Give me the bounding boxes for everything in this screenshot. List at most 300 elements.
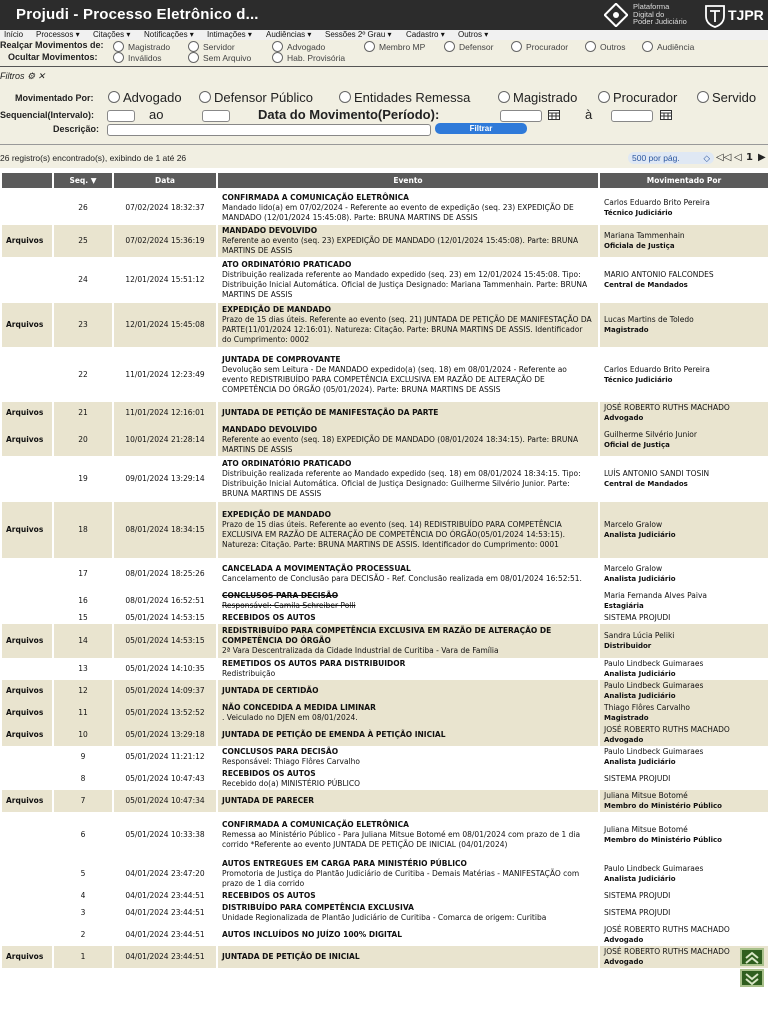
- date-cell: 07/02/2024 18:32:37: [113, 189, 217, 225]
- moved-by-cell: [599, 858, 768, 890]
- moved-by-name: JOSÉ ROBERTO RUTHS MACHADO: [604, 925, 730, 934]
- event-title: JUNTADA DE COMPROVANTE: [222, 354, 341, 364]
- moved-by-cell: [599, 456, 768, 502]
- seq-cell: 13: [53, 658, 113, 680]
- checkbox-icon: [339, 91, 351, 103]
- option-label: Advogado: [287, 42, 326, 52]
- moved-by-name: Marcelo Gralow: [604, 564, 663, 573]
- moved-by-name: Guilherme Silvério Junior: [604, 430, 697, 439]
- arquivos-link[interactable]: [1, 612, 53, 624]
- realcar-servidor[interactable]: [188, 41, 235, 52]
- moved-by-name: Mariana Tammenhain: [604, 231, 685, 240]
- event-title: CANCELADA A MOVIMENTAÇÃO PROCESSUAL: [222, 564, 411, 573]
- event-title: JUNTADA DE PARECER: [222, 796, 315, 805]
- table-row: [1, 402, 768, 424]
- event-cell: [217, 456, 599, 502]
- per-page-select[interactable]: [628, 152, 714, 164]
- arquivos-link[interactable]: Arquivos: [1, 402, 53, 424]
- moved-by-cell: [599, 702, 768, 724]
- date-cell: 05/01/2024 11:21:12: [113, 746, 217, 768]
- moved-by-cell: [599, 746, 768, 768]
- arquivos-link[interactable]: [1, 812, 53, 858]
- event-title: AUTOS ENTREGUES EM CARGA PARA MINISTÉRIO PÚBLICO: [222, 859, 467, 868]
- moved-by-role: Central de Mandados: [604, 281, 688, 289]
- arquivos-link[interactable]: [1, 347, 53, 402]
- event-title: DISTRIBUÍDO PARA COMPETÊNCIA EXCLUSIVA: [222, 903, 414, 912]
- date-cell: 10/01/2024 21:28:14: [113, 424, 217, 456]
- menu-sessoes[interactable]: Sessões 2º Grau ▾: [325, 30, 392, 39]
- ao-label: ao: [149, 107, 164, 122]
- menu-intimacoes-label: Intimações: [207, 30, 246, 39]
- date-cell: 04/01/2024 23:44:51: [113, 946, 217, 968]
- menu-inicio[interactable]: Início: [4, 30, 24, 39]
- checkbox-icon: [108, 91, 120, 103]
- table-row: [1, 812, 768, 858]
- event-description: Promotoria de Justiça do Plantão Judiciário de Curitiba - Demais Matérias - MANIFESTAÇÃO com prazo de 1 dia corrido: [222, 869, 580, 888]
- divider: [0, 66, 768, 67]
- menu-cadastro[interactable]: Cadastro ▾: [406, 30, 445, 39]
- current-page[interactable]: 1: [746, 152, 753, 163]
- moved-by-cell: [599, 402, 768, 424]
- event-cell: [217, 502, 599, 558]
- checkbox-icon: [364, 41, 375, 52]
- moved-by-role: Oficiala de Justiça: [604, 242, 675, 250]
- date-cell: 08/01/2024 18:25:26: [113, 558, 217, 590]
- event-cell: [217, 946, 599, 968]
- moved-by-cell: [599, 890, 768, 902]
- ocultar-invalidos[interactable]: [113, 52, 162, 63]
- checkbox-icon: [598, 91, 610, 103]
- seq-cell: 26: [53, 189, 113, 225]
- date-cell: 05/01/2024 13:52:52: [113, 702, 217, 724]
- menu-processos[interactable]: Processos ▾: [36, 30, 80, 39]
- moved-by-role: Advogado: [604, 958, 644, 966]
- table-row: [1, 858, 768, 890]
- realcar-outros[interactable]: [585, 41, 626, 52]
- date-cell: 05/01/2024 14:09:37: [113, 680, 217, 702]
- table-row: [1, 189, 768, 225]
- table-row: [1, 746, 768, 768]
- descricao-input[interactable]: [107, 124, 431, 136]
- moved-by-role: Analista Judiciário: [604, 670, 676, 678]
- realcar-label: Realçar Movimentos de:: [0, 40, 104, 50]
- checkbox-icon: [585, 41, 596, 52]
- date-cell: 04/01/2024 23:44:51: [113, 890, 217, 902]
- date-cell: 05/01/2024 10:47:43: [113, 768, 217, 790]
- date-cell: 08/01/2024 18:34:15: [113, 502, 217, 558]
- moved-by-cell: [599, 658, 768, 680]
- first-page-icon[interactable]: ◁◁: [716, 152, 732, 163]
- moved-by-role: Analista Judiciário: [604, 758, 676, 766]
- menu-notificacoes-label: Notificações: [144, 30, 188, 39]
- checkbox-icon: [498, 91, 510, 103]
- moved-by-name: Thiago Flôres Carvalho: [604, 703, 690, 712]
- arquivos-link[interactable]: [1, 902, 53, 924]
- event-description: Recebido do(a) MINISTÉRIO PÚBLICO: [222, 779, 360, 788]
- arquivos-link[interactable]: Arquivos: [1, 624, 53, 658]
- menu-audiencias-label: Audiências: [266, 30, 306, 39]
- moved-by-role: Membro do Ministério Público: [604, 836, 722, 844]
- arquivos-link[interactable]: Arquivos: [1, 424, 53, 456]
- mov-procurador[interactable]: [598, 90, 677, 105]
- moved-by-role: Magistrado: [604, 326, 649, 334]
- menu-processos-label: Processos: [36, 30, 74, 39]
- seq-cell: 25: [53, 225, 113, 257]
- moved-by-name: Carlos Eduardo Brito Pereira: [604, 197, 710, 207]
- table-row: [1, 624, 768, 658]
- moved-by-role: Analista Judiciário: [604, 692, 676, 700]
- moved-by-name: MARIO ANTONIO FALCONDES: [604, 270, 714, 279]
- event-cell: [217, 612, 599, 624]
- divider: [0, 144, 768, 145]
- ocultar-hab-provisoria[interactable]: [272, 52, 345, 63]
- data-periodo-label: Data do Movimento(Período):: [258, 107, 440, 122]
- option-label: Advogado: [123, 90, 182, 105]
- app-title: Projudi - Processo Eletrônico d...: [16, 6, 259, 23]
- table-row: [1, 790, 768, 812]
- menu-citacoes-label: Citações: [93, 30, 125, 39]
- date-cell: 04/01/2024 23:47:20: [113, 858, 217, 890]
- moved-by-name: Paulo Lindbeck Guimaraes: [604, 681, 704, 690]
- seq-cell: 6: [53, 812, 113, 858]
- col-data[interactable]: Data: [113, 172, 217, 189]
- menu-notificacoes[interactable]: Notificações ▾: [144, 30, 194, 39]
- table-row: [1, 424, 768, 456]
- moved-by-cell: [599, 902, 768, 924]
- seq-cell: 7: [53, 790, 113, 812]
- checkbox-icon: [188, 41, 199, 52]
- filtros-toggle[interactable]: [0, 71, 45, 82]
- col-movimentado-por[interactable]: Movimentado Por: [599, 172, 768, 189]
- event-title: CONFIRMADA A COMUNICAÇÃO ELETRÔNICA: [222, 192, 409, 202]
- double-chevron-up-icon: [742, 951, 762, 965]
- event-cell: [217, 724, 599, 746]
- arquivos-link[interactable]: Arquivos: [1, 303, 53, 347]
- date-cell: 05/01/2024 13:29:18: [113, 724, 217, 746]
- event-title: MANDADO DEVOLVIDO: [222, 425, 318, 434]
- arquivos-link[interactable]: Arquivos: [1, 702, 53, 724]
- col-seq-label: Seq.: [69, 176, 89, 185]
- moved-by-cell: [599, 790, 768, 812]
- event-title: JUNTADA DE CERTIDÃO: [222, 686, 319, 695]
- mov-defensor[interactable]: [199, 90, 313, 105]
- seq-cell: 21: [53, 402, 113, 424]
- arquivos-link[interactable]: [1, 590, 53, 612]
- moved-by-cell: [599, 680, 768, 702]
- event-cell: [217, 590, 599, 612]
- moved-by-role: Membro do Ministério Público: [604, 802, 722, 810]
- arquivos-link[interactable]: [1, 746, 53, 768]
- moved-by-role: Analista Judiciário: [604, 575, 676, 583]
- option-label: Defensor Público: [214, 90, 313, 105]
- realcar-audiencia[interactable]: [642, 41, 694, 52]
- event-cell: [217, 624, 599, 658]
- moved-by-name: SISTEMA PROJUDI: [604, 774, 671, 783]
- event-cell: [217, 257, 599, 303]
- moved-by-cell: [599, 558, 768, 590]
- moved-by-name: Lucas Martins de Toledo: [604, 315, 694, 324]
- event-title: RECEBIDOS OS AUTOS: [222, 891, 316, 900]
- seq-cell: 3: [53, 902, 113, 924]
- event-description: Prazo de 15 dias úteis. Referente ao evento (seq. 21) JUNTADA DE PETIÇÃO DE MANIFESTAÇÃO DA PARTE(11/01/2024 12:16:01). Natureza: Citação. Parte: BRUNA MARTINS DE ASSIS. Identificador do Cumprimento: 0002: [222, 315, 592, 344]
- arquivos-link[interactable]: [1, 189, 53, 225]
- moved-by-cell: [599, 612, 768, 624]
- event-title: NÃO CONCEDIDA A MEDIDA LIMINAR: [222, 703, 376, 712]
- menu-cadastro-label: Cadastro: [406, 30, 439, 39]
- moved-by-role: Analista Judiciário: [604, 875, 676, 883]
- seq-cell: 22: [53, 347, 113, 402]
- event-cell: [217, 702, 599, 724]
- moved-by-name: Carlos Eduardo Brito Pereira: [604, 364, 710, 374]
- menu-sessoes-label: Sessões 2º Grau: [325, 30, 386, 39]
- date-cell: 11/01/2024 12:23:49: [113, 347, 217, 402]
- table-row: [1, 456, 768, 502]
- moved-by-role: Advogado: [604, 414, 644, 422]
- mov-advogado[interactable]: [108, 90, 182, 105]
- arquivos-link[interactable]: [1, 257, 53, 303]
- chevron-updown-icon: ◇: [703, 153, 710, 163]
- moved-by-name: Paulo Lindbeck Guimaraes: [604, 659, 704, 668]
- option-label: Procurador: [526, 42, 569, 52]
- platform-line-2: Digital do: [633, 9, 665, 19]
- date-cell: 08/01/2024 16:52:51: [113, 590, 217, 612]
- seq-cell: 2: [53, 924, 113, 946]
- moved-by-cell: [599, 624, 768, 658]
- arquivos-link[interactable]: [1, 890, 53, 902]
- movements-table: [0, 171, 768, 968]
- event-description: Remessa ao Ministério Público - Para Juliana Mitsue Botomé em 08/01/2024 com prazo de 1 dia corrido *Referente ao evento JUNTADA DE PETIÇÃO DE INICIAL (04/01/2024): [222, 830, 581, 849]
- moved-by-name: Juliana Mitsue Botomé: [604, 825, 688, 834]
- prev-page-icon[interactable]: ◁: [734, 152, 742, 163]
- event-title: MANDADO DEVOLVIDO: [222, 226, 318, 235]
- table-header-row: [1, 172, 768, 189]
- seq-cell: 10: [53, 724, 113, 746]
- moved-by-name: Paulo Lindbeck Guimaraes: [604, 864, 704, 873]
- event-cell: [217, 812, 599, 858]
- arquivos-link[interactable]: [1, 924, 53, 946]
- filtros-label: Filtros: [0, 71, 25, 81]
- option-label: Entidades Remessa: [354, 90, 471, 105]
- moved-by-cell: [599, 768, 768, 790]
- date-to-input[interactable]: [611, 110, 653, 122]
- event-description: . Veiculado no DJEN em 08/01/2024.: [222, 713, 358, 722]
- per-page-value: 500 por pág.: [632, 153, 680, 163]
- moved-by-role: Advogado: [604, 936, 644, 944]
- event-cell: [217, 746, 599, 768]
- realcar-procurador[interactable]: [511, 41, 568, 52]
- realcar-advogado[interactable]: [272, 41, 325, 52]
- calendar-icon[interactable]: [660, 110, 672, 120]
- event-title: ATO ORDINATÓRIO PRATICADO: [222, 260, 352, 269]
- pager: [0, 150, 768, 168]
- table-row: [1, 924, 768, 946]
- arquivos-link[interactable]: Arquivos: [1, 790, 53, 812]
- moved-by-cell: [599, 189, 768, 225]
- court-name: TJPR: [728, 7, 764, 23]
- date-cell: 12/01/2024 15:51:12: [113, 257, 217, 303]
- event-title: CONCLUSOS PARA DECISÃO: [222, 747, 339, 756]
- seq-cell: 1: [53, 946, 113, 968]
- gear-icon: ⚙: [27, 71, 36, 81]
- calendar-icon[interactable]: [548, 110, 560, 120]
- moved-by-role: Técnico Judiciário: [604, 375, 673, 384]
- arquivos-link[interactable]: [1, 858, 53, 890]
- next-page-icon[interactable]: ▶: [758, 152, 766, 163]
- arquivos-link[interactable]: [1, 658, 53, 680]
- event-cell: [217, 924, 599, 946]
- event-cell: [217, 658, 599, 680]
- double-chevron-down-icon: [742, 972, 762, 986]
- platform-line-1: Plataforma: [633, 2, 670, 11]
- menu-outros-label: Outros: [458, 30, 483, 39]
- seq-cell: 14: [53, 624, 113, 658]
- seq-from-input[interactable]: [107, 110, 135, 122]
- arquivos-link[interactable]: [1, 768, 53, 790]
- moved-by-role: Central de Mandados: [604, 480, 688, 488]
- seq-cell: 12: [53, 680, 113, 702]
- mov-entidades[interactable]: [339, 90, 470, 105]
- checkbox-icon: [188, 52, 199, 63]
- event-cell: [217, 858, 599, 890]
- scroll-top-button[interactable]: [740, 948, 764, 966]
- moved-by-role: Analista Judiciário: [604, 531, 676, 539]
- arquivos-link[interactable]: Arquivos: [1, 225, 53, 257]
- sort-desc-icon: ▼: [90, 176, 97, 185]
- event-title: AUTOS INCLUÍDOS NO JUÍZO 100% DIGITAL: [222, 930, 402, 939]
- filter-panel: [0, 40, 768, 168]
- event-description: Responsável: Thiago Flôres Carvalho: [222, 757, 360, 766]
- date-cell: 05/01/2024 10:33:38: [113, 812, 217, 858]
- option-label: Magistrado: [128, 42, 171, 52]
- event-title: RECEBIDOS OS AUTOS: [222, 769, 316, 778]
- tjpr-logo-icon: [704, 2, 726, 28]
- page-footer: [0, 992, 768, 1024]
- event-cell: [217, 424, 599, 456]
- event-description: Referente ao evento (seq. 23) EXPEDIÇÃO DE MANDADO (12/01/2024 15:45:08). Parte: BRUNA MARTINS DE ASSIS: [222, 236, 579, 255]
- event-title: REDISTRIBUÍDO PARA COMPETÊNCIA EXCLUSIVA EM RAZÃO DE ALTERAÇÃO DE COMPETÊNCIA DO ÓRGÃO: [222, 626, 552, 645]
- seq-cell: 18: [53, 502, 113, 558]
- seq-cell: 23: [53, 303, 113, 347]
- mov-servidor[interactable]: [697, 90, 756, 105]
- date-cell: 11/01/2024 12:16:01: [113, 402, 217, 424]
- arquivos-link[interactable]: Arquivos: [1, 502, 53, 558]
- table-row: [1, 303, 768, 347]
- event-title: JUNTADA DE PETIÇÃO DE EMENDA À PETIÇÃO INICIAL: [222, 730, 446, 739]
- realcar-magistrado[interactable]: [113, 41, 170, 52]
- seq-to-input[interactable]: [202, 110, 230, 122]
- event-description: Referente ao evento (seq. 18) EXPEDIÇÃO DE MANDADO (08/01/2024 18:34:15). Parte: BRUNA MARTINS DE ASSIS: [222, 435, 579, 454]
- checkbox-icon: [272, 41, 283, 52]
- arquivos-link[interactable]: Arquivos: [1, 946, 53, 968]
- seq-cell: 15: [53, 612, 113, 624]
- event-cell: [217, 902, 599, 924]
- menu-audiencias[interactable]: Audiências ▾: [266, 30, 312, 39]
- event-cell: [217, 303, 599, 347]
- event-cell: [217, 402, 599, 424]
- option-label: Magistrado: [513, 90, 578, 105]
- moved-by-name: Maria Fernanda Alves Paiva: [604, 591, 707, 600]
- event-description: Distribuição realizada referente ao Mandado expedido (seq. 23) em 12/01/2024 15:45:08. Tipo: Distribuição Inicial Automática. Oficial de Justiça Designado: Mariana Tammenhain. Parte: BRUNA MARTINS DE ASSIS: [222, 270, 588, 299]
- col-evento[interactable]: Evento: [217, 172, 599, 189]
- arquivos-link[interactable]: [1, 456, 53, 502]
- event-title: CONCLUSOS PARA DECISÃO: [222, 591, 339, 600]
- date-cell: 12/01/2024 15:45:08: [113, 303, 217, 347]
- table-row: [1, 724, 768, 746]
- seq-cell: 8: [53, 768, 113, 790]
- seq-cell: 20: [53, 424, 113, 456]
- event-title: EXPEDIÇÃO DE MANDADO: [222, 305, 331, 314]
- table-row: [1, 590, 768, 612]
- date-cell: 07/02/2024 15:36:19: [113, 225, 217, 257]
- event-cell: [217, 768, 599, 790]
- table-row: [1, 890, 768, 902]
- arquivos-link[interactable]: [1, 558, 53, 590]
- menu-intimacoes[interactable]: Intimações ▾: [207, 30, 252, 39]
- event-description: Cancelamento de Conclusão para DECISÃO - Ref. Conclusão realizada em 08/01/2024 16:52:51.: [222, 574, 582, 583]
- moved-by-cell: [599, 724, 768, 746]
- event-title: REMETIDOS OS AUTOS PARA DISTRIBUIDOR: [222, 659, 406, 668]
- moved-by-name: JOSÉ ROBERTO RUTHS MACHADO: [604, 947, 730, 956]
- date-from-input[interactable]: [500, 110, 542, 122]
- arquivos-link[interactable]: Arquivos: [1, 724, 53, 746]
- moved-by-name: Paulo Lindbeck Guimaraes: [604, 747, 704, 756]
- option-label: Servidor: [203, 42, 235, 52]
- seq-cell: 4: [53, 890, 113, 902]
- date-cell: 05/01/2024 14:53:15: [113, 612, 217, 624]
- date-cell: 09/01/2024 13:29:14: [113, 456, 217, 502]
- table-row: [1, 680, 768, 702]
- table-row: [1, 946, 768, 968]
- option-label: Procurador: [613, 90, 678, 105]
- event-title: ATO ORDINATÓRIO PRATICADO: [222, 459, 352, 468]
- event-description: Devolução sem Leitura - De MANDADO expedido(a) (seq. 18) em 08/01/2024 - Referente ao evento REDISTRIBUÍDO PARA COMPETÊNCIA EXCLUSIVA EM RAZÃO DE ALTERAÇÃO DE COMPETÊNCIA DO ÓRGÃO (05/01/2024). Parte: BRUNA MARTINS DE ASSIS: [222, 364, 567, 394]
- event-title: RECEBIDOS OS AUTOS: [222, 613, 316, 622]
- platform-logo-text: [633, 3, 687, 26]
- col-seq[interactable]: [53, 172, 113, 189]
- moved-by-name: Marcelo Gralow: [604, 520, 663, 529]
- menu-outros[interactable]: Outros ▾: [458, 30, 489, 39]
- table-row: [1, 768, 768, 790]
- moved-by-cell: [599, 303, 768, 347]
- date-cell: 05/01/2024 14:10:35: [113, 658, 217, 680]
- scroll-bottom-button[interactable]: [740, 969, 764, 987]
- event-cell: [217, 558, 599, 590]
- col-arquivos: [1, 172, 53, 189]
- table-row: [1, 558, 768, 590]
- date-cell: 04/01/2024 23:44:51: [113, 902, 217, 924]
- moved-by-role: Técnico Judiciário: [604, 208, 673, 217]
- filtrar-button[interactable]: Filtrar: [435, 123, 527, 134]
- checkbox-icon: [199, 91, 211, 103]
- realcar-membro-mp[interactable]: [364, 41, 425, 52]
- ocultar-sem-arquivo[interactable]: [188, 52, 251, 63]
- moved-by-cell: [599, 257, 768, 303]
- realcar-defensor[interactable]: [444, 41, 494, 52]
- mov-magistrado[interactable]: [498, 90, 577, 105]
- arquivos-link[interactable]: Arquivos: [1, 680, 53, 702]
- moved-by-cell: [599, 590, 768, 612]
- platform-line-3: Poder Judiciário: [633, 17, 687, 26]
- event-title: EXPEDIÇÃO DE MANDADO: [222, 510, 331, 519]
- checkbox-icon: [511, 41, 522, 52]
- main-menu: [0, 30, 768, 40]
- menu-citacoes[interactable]: Citações ▾: [93, 30, 131, 39]
- date-cell: 05/01/2024 14:53:15: [113, 624, 217, 658]
- seq-cell: 24: [53, 257, 113, 303]
- table-row: [1, 225, 768, 257]
- descricao-label: Descrição:: [53, 124, 100, 134]
- moved-by-cell: [599, 424, 768, 456]
